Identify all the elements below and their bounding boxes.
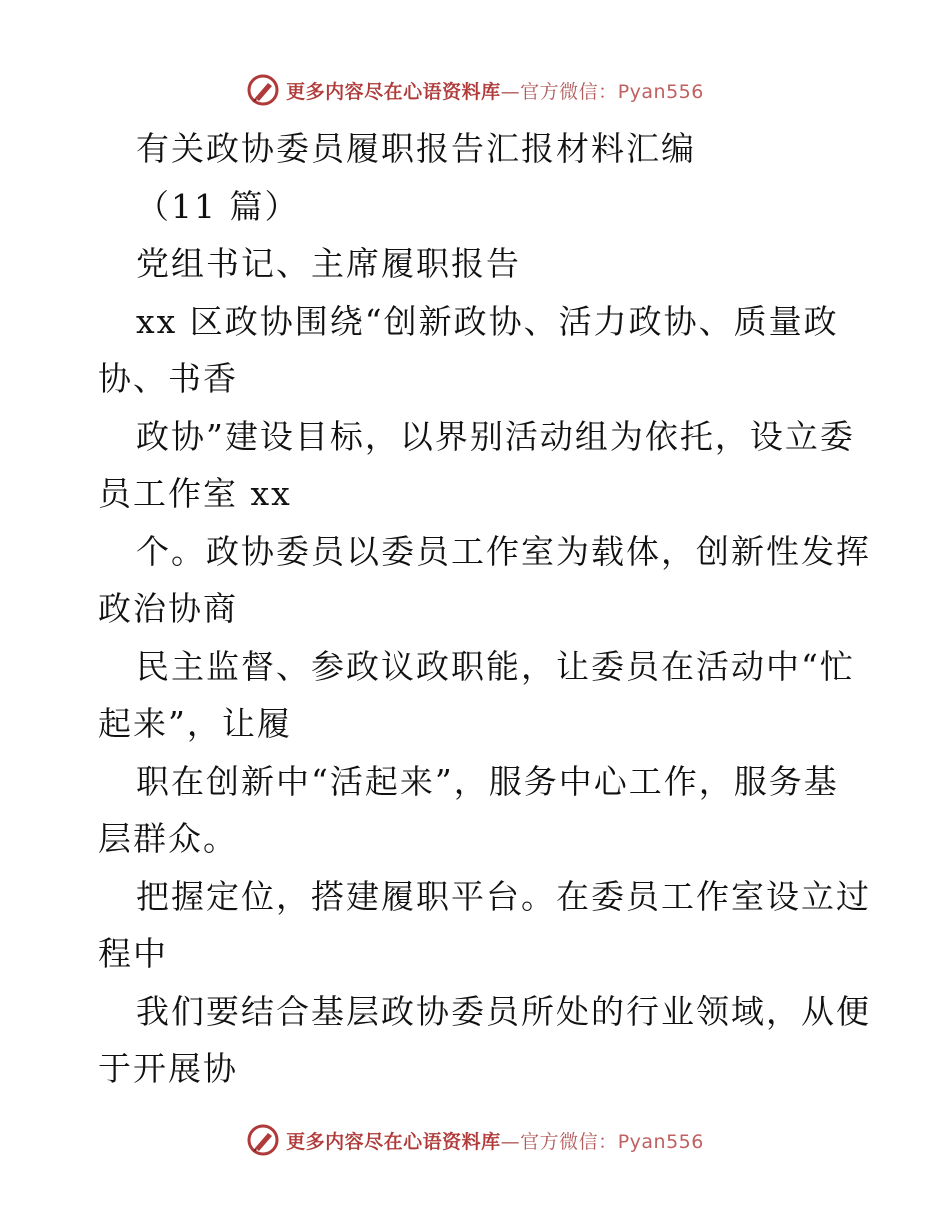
paragraph-line: 于开展协: [98, 1049, 238, 1088]
watermark-footer: [0, 1123, 950, 1157]
paragraph-line: 层群众。: [98, 819, 238, 858]
paragraph-line: 员工作室 xx: [98, 474, 292, 513]
paragraph-line: 个。政协委员以委员工作室为载体，创新性发挥: [136, 531, 871, 571]
paragraph-line: 政治协商: [98, 589, 238, 628]
watermark-brand: 更多内容尽在心语资料库: [286, 80, 501, 103]
watermark-text: [286, 1127, 704, 1154]
paragraph-line: 职在创新中“活起来”，服务中心工作，服务基: [136, 761, 839, 801]
watermark-dash: —: [500, 80, 521, 103]
watermark-text: [286, 77, 704, 104]
paragraph-line: 政协”建设目标，以界别活动组为依托，设立委: [136, 416, 855, 456]
watermark-id: Pyan556: [617, 1130, 704, 1153]
paragraph-line: 民主监督、参政议政职能，让委员在活动中“忙: [136, 646, 855, 686]
doc-title: 有关政协委员履职报告汇报材料汇编: [136, 129, 696, 168]
paragraph-line: 我们要结合基层政协委员所处的行业领域，从便: [136, 991, 871, 1031]
section-heading: 党组书记、主席履职报告: [136, 244, 521, 283]
paragraph-line: 协、书香: [98, 359, 238, 398]
pen-logo-icon: [246, 73, 280, 107]
watermark-id: Pyan556: [617, 80, 704, 103]
watermark-brand: 更多内容尽在心语资料库: [286, 1130, 501, 1153]
paragraph-line: xx 区政协围绕“创新政协、活力政协、质量政: [136, 301, 839, 341]
watermark-header: [0, 73, 950, 107]
paragraph-line: 起来”，让履: [98, 704, 292, 743]
watermark-dash: —: [500, 1130, 521, 1153]
document-body: [98, 120, 871, 1098]
paragraph-line: 把握定位，搭建履职平台。在委员工作室设立过: [136, 876, 871, 916]
pen-logo-icon: [246, 1123, 280, 1157]
watermark-official: 官方微信：: [520, 80, 618, 103]
doc-subtitle: （11 篇）: [136, 186, 300, 226]
paragraph-line: 程中: [98, 934, 168, 973]
watermark-official: 官方微信：: [520, 1130, 618, 1153]
